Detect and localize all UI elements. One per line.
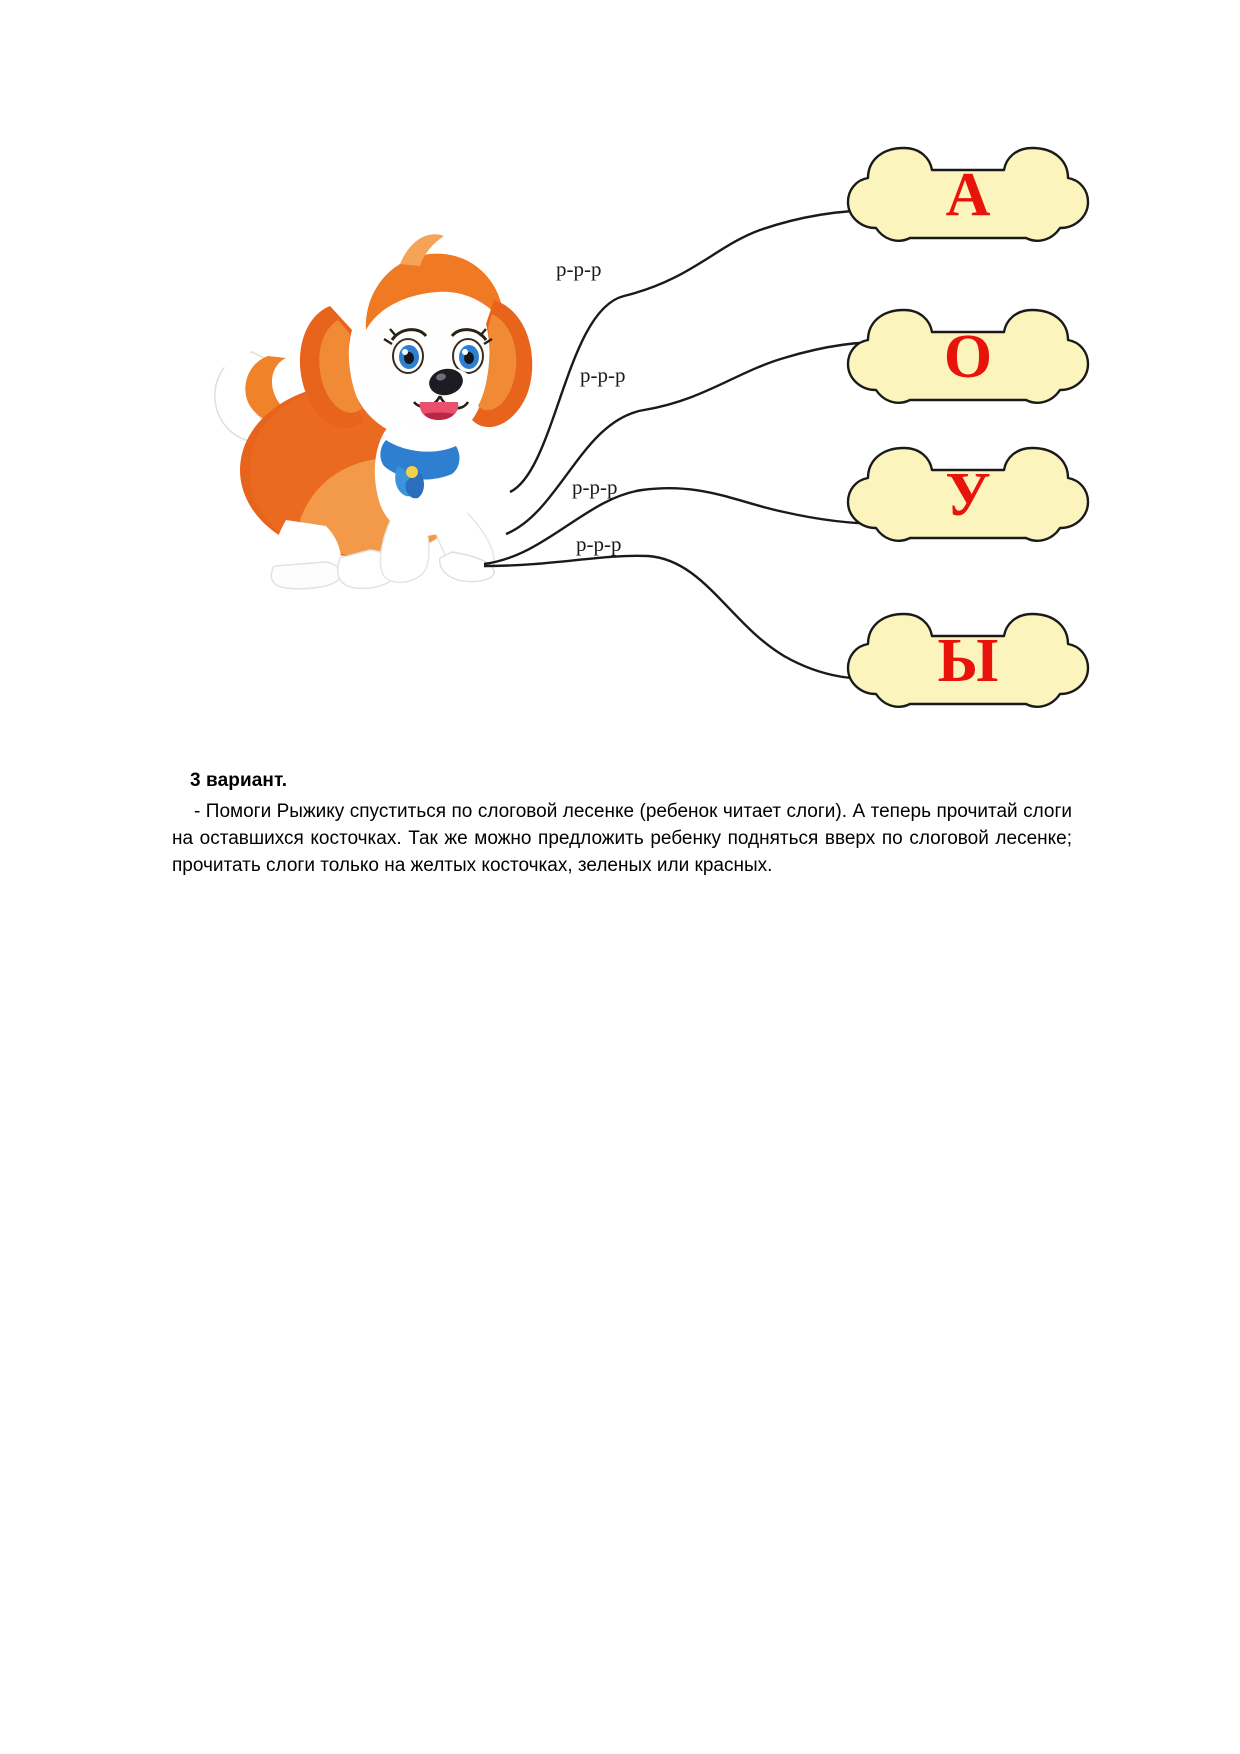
- sound-label-1: р-р-р: [556, 257, 602, 281]
- bone-letter-text-3: У: [945, 461, 991, 529]
- bone-letter-y[interactable]: [848, 614, 1088, 707]
- puppy-illustration: [215, 234, 532, 588]
- sound-label-3: р-р-р: [572, 475, 618, 499]
- worksheet-illustration: [0, 0, 1240, 760]
- instructions-block: [172, 770, 1072, 880]
- connector-lines: [484, 210, 884, 679]
- sound-label-4: р-р-р: [576, 532, 622, 556]
- bone-letter-text-2: О: [943, 323, 993, 391]
- bone-letter-text-1: А: [945, 161, 991, 229]
- variant-title: 3 вариант.: [190, 770, 288, 791]
- connector-line-4: [484, 556, 884, 679]
- connector-line-1: [510, 210, 880, 492]
- connector-line-3: [484, 488, 884, 564]
- sound-label-2: р-р-р: [580, 363, 626, 387]
- bone-letter-o[interactable]: [848, 310, 1088, 403]
- connector-line-2: [506, 342, 884, 534]
- bone-letter-text-4: Ы: [937, 627, 999, 695]
- bone-letter-u[interactable]: [848, 448, 1088, 541]
- variant-body: - Помоги Рыжику спуститься по слоговой лесенке (ребенок читает слоги). А теперь прочитай слоги на оставшихся косточках. Так же можно предложить ребенку подняться вверх по слоговой лесенке; прочитать слоги только на желтых косточках, зеленых или красных.: [172, 801, 1072, 876]
- bone-letter-a[interactable]: [848, 148, 1088, 241]
